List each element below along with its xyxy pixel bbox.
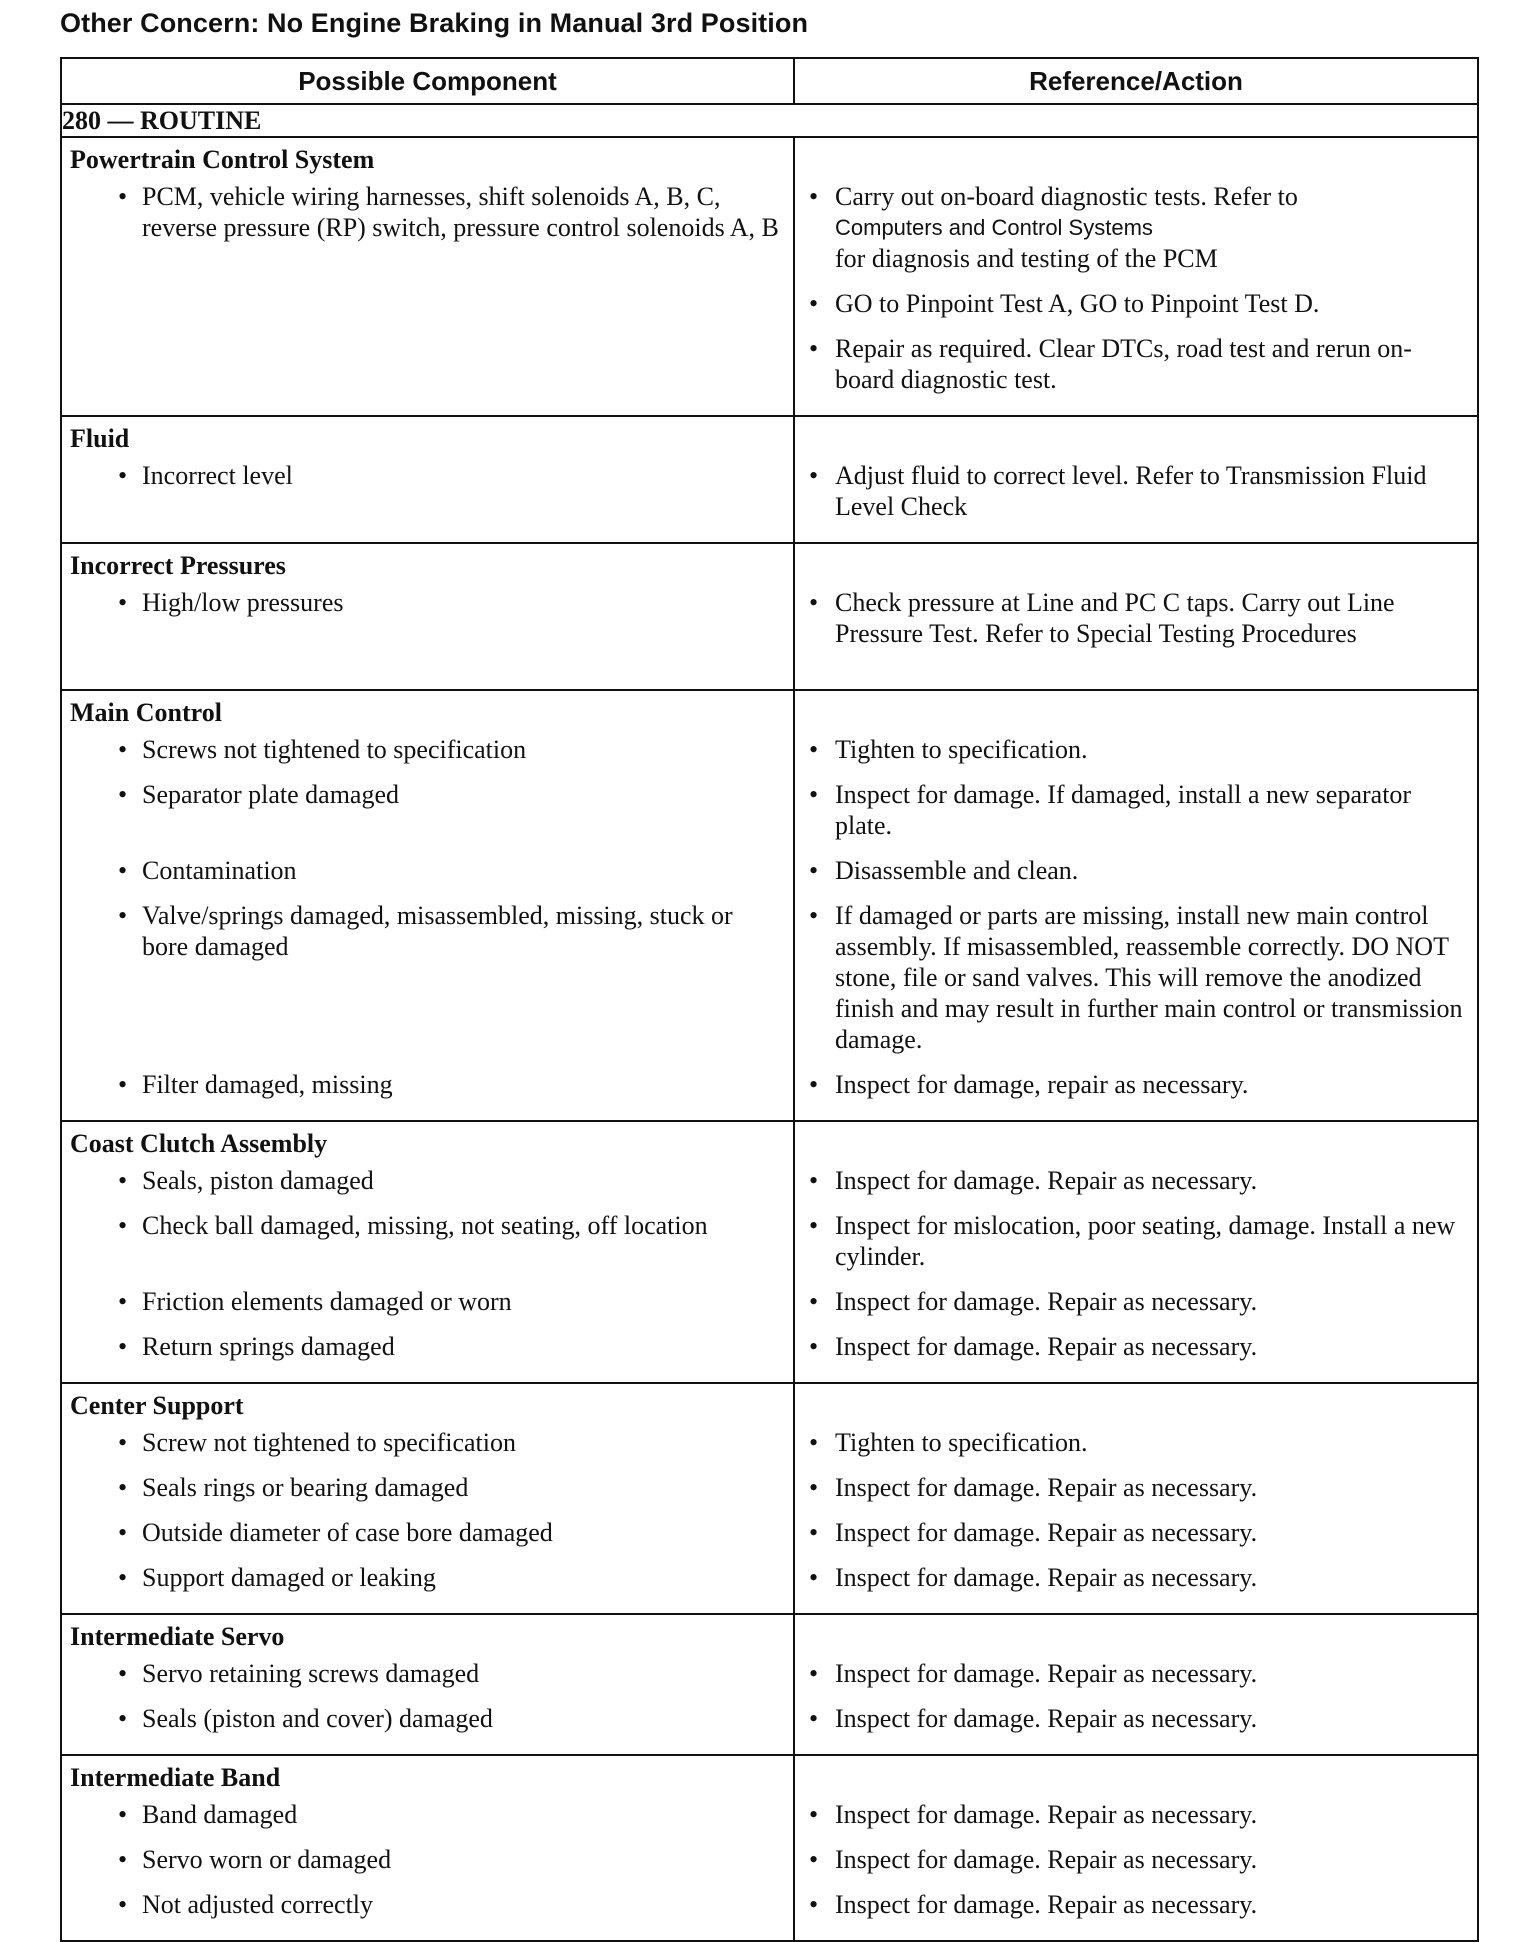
- component-item: • Not adjusted correctly: [62, 1889, 793, 1920]
- group-row: [61, 543, 1478, 690]
- component-list: [62, 181, 793, 294]
- action-text-continued: for diagnosis and testing of the PCM: [835, 244, 1218, 273]
- action-item: [795, 1331, 1477, 1362]
- component-item: • Outside diameter of case bore damaged: [62, 1517, 793, 1548]
- action-list: [795, 138, 1477, 415]
- group-title: Main Control: [70, 698, 222, 727]
- action-cell: [794, 1383, 1478, 1614]
- action-cell: [794, 1121, 1478, 1383]
- action-text: Carry out on-board diagnostic tests. Refer to: [835, 182, 1298, 211]
- component-item: • Valve/springs damaged, misassembled, missing, stuck or bore damaged: [62, 900, 793, 1055]
- routine-row: [61, 104, 1478, 137]
- component-item: • Screws not tightened to specification: [62, 734, 793, 765]
- action-item: [795, 1517, 1477, 1548]
- action-item: [795, 1210, 1477, 1272]
- component-item: • Band damaged: [62, 1799, 793, 1830]
- component-list: [62, 1658, 793, 1754]
- table-header-row: [61, 58, 1478, 104]
- group-row: [61, 137, 1478, 416]
- action-cell: [794, 137, 1478, 416]
- group-row: [61, 1383, 1478, 1614]
- action-item: [795, 1658, 1477, 1689]
- action-text: Tighten to specification.: [835, 735, 1088, 764]
- action-item: [795, 288, 1477, 319]
- action-text: Inspect for damage, repair as necessary.: [835, 1070, 1249, 1099]
- component-item: • High/low pressures: [62, 587, 793, 649]
- action-item: [795, 587, 1477, 649]
- component-item: • Servo retaining screws damaged: [62, 1658, 793, 1689]
- component-item: • Support damaged or leaking: [62, 1562, 793, 1593]
- component-cell: [61, 1383, 794, 1614]
- action-text: Adjust fluid to correct level. Refer to Transmission Fluid Level Check: [835, 461, 1427, 521]
- action-item: [795, 181, 1477, 274]
- action-list: [795, 691, 1477, 1120]
- action-item: [795, 900, 1477, 1055]
- action-item: [795, 855, 1477, 886]
- action-text: Inspect for damage. Repair as necessary.: [835, 1845, 1258, 1874]
- component-cell: [61, 416, 794, 543]
- component-item: • PCM, vehicle wiring harnesses, shift solenoids A, B, C, reverse pressure (RP) switch, pressure control solenoids A, B: [62, 181, 793, 274]
- column-header-action: Reference/Action: [794, 58, 1478, 104]
- component-item: • Separator plate damaged: [62, 779, 793, 841]
- routine-label: 280 — ROUTINE: [61, 104, 1478, 137]
- component-cell: [61, 1755, 794, 1941]
- action-item: [795, 1799, 1477, 1830]
- group-row: [61, 1755, 1478, 1941]
- action-cell: [794, 1614, 1478, 1755]
- component-list: [62, 1427, 793, 1613]
- action-item: [795, 1562, 1477, 1593]
- component-item: • Return springs damaged: [62, 1331, 793, 1362]
- group-row: [61, 690, 1478, 1121]
- action-item: [795, 1889, 1477, 1920]
- component-item: • Seals (piston and cover) damaged: [62, 1703, 793, 1734]
- group-row: [61, 1614, 1478, 1755]
- action-item: [795, 1286, 1477, 1317]
- component-cell: [61, 137, 794, 416]
- component-item: • Seals, piston damaged: [62, 1165, 793, 1196]
- action-text: Inspect for damage. Repair as necessary.: [835, 1332, 1258, 1361]
- action-item: [795, 734, 1477, 765]
- action-text: Inspect for damage. Repair as necessary.: [835, 1518, 1258, 1547]
- component-item: • Friction elements damaged or worn: [62, 1286, 793, 1317]
- component-cell: [61, 543, 794, 690]
- action-text: Inspect for damage. Repair as necessary.: [835, 1166, 1258, 1195]
- action-text: Inspect for damage. Repair as necessary.: [835, 1473, 1258, 1502]
- action-text: Disassemble and clean.: [835, 856, 1079, 885]
- action-text: Inspect for damage. Repair as necessary.: [835, 1704, 1258, 1733]
- component-item: • Screw not tightened to specification: [62, 1427, 793, 1458]
- action-cell: [794, 1755, 1478, 1941]
- action-list: [795, 1384, 1477, 1613]
- group-title: Incorrect Pressures: [70, 551, 286, 580]
- action-item: [795, 1427, 1477, 1458]
- group-title: Intermediate Servo: [70, 1622, 285, 1651]
- action-list: [795, 544, 1477, 669]
- action-item: [795, 460, 1477, 522]
- reference-link[interactable]: Computers and Control Systems: [835, 215, 1153, 240]
- action-item: [795, 1472, 1477, 1503]
- action-item: [795, 1165, 1477, 1196]
- component-item: • Check ball damaged, missing, not seating, off location: [62, 1210, 793, 1272]
- action-text: GO to Pinpoint Test A, GO to Pinpoint Test D.: [835, 289, 1320, 318]
- action-item: [795, 1069, 1477, 1100]
- action-item: [795, 1703, 1477, 1734]
- action-cell: [794, 416, 1478, 543]
- component-item: • Seals rings or bearing damaged: [62, 1472, 793, 1503]
- action-text: Inspect for damage. Repair as necessary.: [835, 1659, 1258, 1688]
- group-title: Center Support: [70, 1391, 244, 1420]
- component-list: [62, 460, 793, 540]
- action-list: [795, 1756, 1477, 1940]
- action-text: If damaged or parts are missing, install new main control assembly. If misassembled, reassemble correctly. DO NOT stone, file or sand valves. This will remove the anodized finish and may result in further main control or transmission damage.: [835, 901, 1463, 1054]
- group-row: [61, 416, 1478, 543]
- diagnostic-table: [60, 57, 1479, 1942]
- action-text: Inspect for damage. Repair as necessary.: [835, 1890, 1258, 1919]
- action-item: [795, 779, 1477, 841]
- action-text: Repair as required. Clear DTCs, road test and rerun on-board diagnostic test.: [835, 334, 1412, 394]
- action-text: Inspect for damage. Repair as necessary.: [835, 1800, 1258, 1829]
- page-title: Other Concern: No Engine Braking in Manual 3rd Position: [60, 8, 809, 38]
- action-list: [795, 417, 1477, 542]
- component-cell: [61, 1614, 794, 1755]
- action-item: [795, 1844, 1477, 1875]
- group-title: Coast Clutch Assembly: [70, 1129, 328, 1158]
- component-list: [62, 1165, 793, 1382]
- action-list: [795, 1615, 1477, 1754]
- component-list: [62, 587, 793, 689]
- action-text: Tighten to specification.: [835, 1428, 1088, 1457]
- group-row: [61, 1121, 1478, 1383]
- group-title: Powertrain Control System: [70, 145, 375, 174]
- action-text: Inspect for damage. If damaged, install a new separator plate.: [835, 780, 1412, 840]
- action-list: [795, 1122, 1477, 1382]
- component-item: • Filter damaged, missing: [62, 1069, 793, 1100]
- action-text: Inspect for mislocation, poor seating, damage. Install a new cylinder.: [835, 1211, 1456, 1271]
- component-item: • Servo worn or damaged: [62, 1844, 793, 1875]
- component-item: • Contamination: [62, 855, 793, 886]
- component-list: [62, 734, 793, 1120]
- component-cell: [61, 1121, 794, 1383]
- component-item: • Incorrect level: [62, 460, 793, 522]
- action-cell: [794, 543, 1478, 690]
- action-text: Inspect for damage. Repair as necessary.: [835, 1563, 1258, 1592]
- group-title: Intermediate Band: [70, 1763, 281, 1792]
- component-cell: [61, 690, 794, 1121]
- action-cell: [794, 690, 1478, 1121]
- action-text: Inspect for damage. Repair as necessary.: [835, 1287, 1258, 1316]
- column-header-component: Possible Component: [61, 58, 794, 104]
- action-item: [795, 333, 1477, 395]
- component-list: [62, 1799, 793, 1940]
- action-text: Check pressure at Line and PC C taps. Carry out Line Pressure Test. Refer to Special Testing Procedures: [835, 588, 1395, 648]
- group-title: Fluid: [70, 424, 130, 453]
